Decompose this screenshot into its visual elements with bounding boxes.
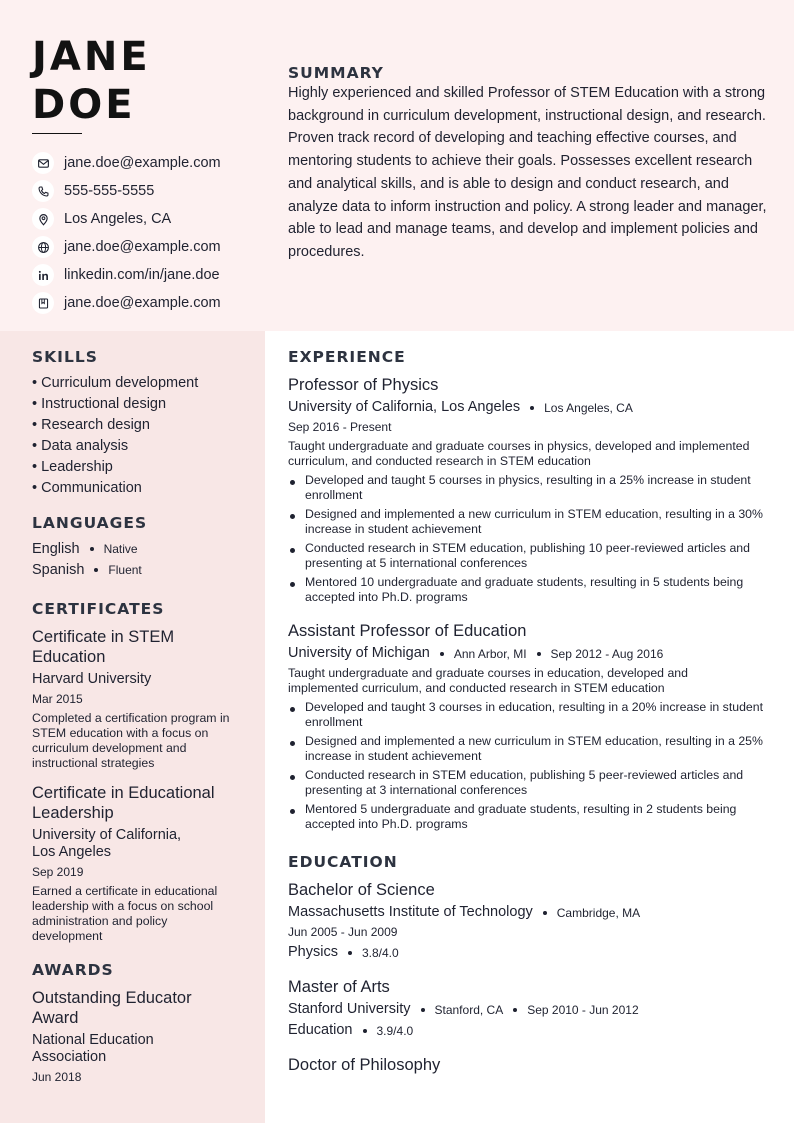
skill-item: • Research design <box>32 417 150 433</box>
job-employer: University of California, Los Angeles <box>288 399 521 415</box>
separator-dot <box>440 652 444 656</box>
award-date: Jun 2018 <box>32 1070 82 1084</box>
language-name: Spanish <box>32 562 85 578</box>
job-location: Ann Arbor, MI <box>453 646 527 661</box>
skill-item: • Instructional design <box>32 396 167 412</box>
achievement-item: Designed and implemented a new curriculum in STEM education, resulting in a 30% increase in student achievement <box>288 507 770 537</box>
education-meta <box>288 904 640 921</box>
award-title: Outstanding Educator Award <box>32 989 192 1027</box>
summary-text: Highly experienced and skilled Professor of STEM Education with a strong background in curriculum development, instructional design, and research. Proven track record of developing and teaching effective courses, and mentoring students to achieve their goals. Possesses excellent research and analytical skills, and is able to design and conduct research, and analyze data to inform instruction and policy. A strong leader and manager, able to lead and manage teams, and develop and implement policies and procedures. <box>288 85 767 260</box>
separator-dot <box>537 652 541 656</box>
school-location: Stanford, CA <box>434 1002 504 1017</box>
skill-item: • Communication <box>32 480 142 496</box>
job-location: Los Angeles, CA <box>544 400 633 415</box>
language-level: Native <box>103 542 138 556</box>
job-meta <box>288 399 633 416</box>
achievement-item: Conducted research in STEM education, publishing 10 peer-reviewed articles and presenting at 5 international conferences <box>288 541 770 571</box>
certificate-date: Sep 2019 <box>32 865 84 879</box>
separator-dot <box>363 1029 367 1033</box>
language-row <box>32 541 138 557</box>
job-employer: University of Michigan <box>288 645 430 661</box>
achievement-item: Mentored 10 undergraduate and graduate students, resulting in 5 students being accepted into Ph.D. programs <box>288 575 770 605</box>
certificate-title: Certificate in STEM Education <box>32 628 175 666</box>
summary-heading: SUMMARY <box>288 64 384 82</box>
degree-title: Doctor of Philosophy <box>288 1056 441 1074</box>
job-dates: Sep 2016 - Present <box>288 420 392 434</box>
job-dates: Sep 2012 - Aug 2016 <box>550 646 664 661</box>
skill-item: • Leadership <box>32 459 113 475</box>
certificate-org: Harvard University <box>32 671 152 687</box>
contact-other[interactable]: jane.doe@example.com <box>32 292 262 314</box>
bookmark-icon <box>32 292 54 314</box>
job-title: Professor of Physics <box>288 376 439 394</box>
separator-dot <box>513 1008 517 1012</box>
skill-item: • Curriculum development <box>32 375 199 391</box>
education-heading: EDUCATION <box>288 853 398 871</box>
achievement-item: Developed and taught 3 courses in education, resulting in a 20% increase in student enrollment <box>288 700 770 730</box>
school-name: Massachusetts Institute of Technology <box>288 904 533 920</box>
education-field-row <box>288 1022 413 1039</box>
name-divider <box>32 133 82 134</box>
contact-email[interactable]: jane.doe@example.com <box>32 152 262 174</box>
job-meta <box>288 645 663 662</box>
first-name: JANE <box>32 34 151 80</box>
globe-icon <box>32 236 54 258</box>
contact-location: Los Angeles, CA <box>32 208 262 230</box>
education-dates: Jun 2005 - Jun 2009 <box>288 925 398 939</box>
certificates-heading: CERTIFICATES <box>32 600 165 618</box>
award-org: National Education Association <box>32 1032 154 1065</box>
field-of-study: Education <box>288 1022 353 1038</box>
skills-heading: SKILLS <box>32 348 98 366</box>
language-name: English <box>32 541 80 557</box>
certificate-date: Mar 2015 <box>32 692 83 706</box>
achievement-item: Developed and taught 5 courses in physics, resulting in a 25% increase in student enrollment <box>288 473 770 503</box>
separator-dot <box>543 911 547 915</box>
language-level: Fluent <box>108 563 142 577</box>
job-description: Taught undergraduate and graduate courses in education, developed and implemented curriculum, and conducted research in STEM education <box>288 666 688 695</box>
separator-dot <box>421 1008 425 1012</box>
phone-icon <box>32 180 54 202</box>
degree-title: Master of Arts <box>288 978 390 996</box>
mail-icon <box>32 152 54 174</box>
education-field-row <box>288 944 399 961</box>
certificate-org: University of California, Los Angeles <box>32 827 182 860</box>
certificate-description: Earned a certificate in educational leadership with a focus on school administration and policy development <box>32 884 218 943</box>
language-row <box>32 562 142 578</box>
experience-heading: EXPERIENCE <box>288 348 406 366</box>
gpa: 3.9/4.0 <box>376 1023 414 1038</box>
gpa: 3.8/4.0 <box>361 945 399 960</box>
degree-title: Bachelor of Science <box>288 881 435 899</box>
contact-linkedin[interactable]: linkedin.com/in/jane.doe <box>32 264 262 286</box>
job-title: Assistant Professor of Education <box>288 622 527 640</box>
skill-item: • Data analysis <box>32 438 129 454</box>
contact-website[interactable]: jane.doe@example.com <box>32 236 262 258</box>
job-achievements <box>288 473 770 609</box>
linkedin-icon <box>32 264 54 286</box>
contact-phone[interactable]: 555-555-5555 <box>32 180 262 202</box>
job-description: Taught undergraduate and graduate courses in physics, developed and implemented curriculum, and conducted research in STEM education <box>288 439 750 468</box>
school-name: Stanford University <box>288 1001 411 1017</box>
separator-dot <box>94 568 98 572</box>
achievement-item: Conducted research in STEM education, publishing 5 peer-reviewed articles and presenting at 3 international conferences <box>288 768 770 798</box>
school-location: Cambridge, MA <box>556 905 641 920</box>
job-achievements <box>288 700 770 836</box>
field-of-study: Physics <box>288 944 338 960</box>
languages-heading: LANGUAGES <box>32 514 148 532</box>
location-pin-icon <box>32 208 54 230</box>
achievement-item: Mentored 5 undergraduate and graduate students, resulting in 2 students being accepted into Ph.D. programs <box>288 802 770 832</box>
awards-heading: AWARDS <box>32 961 114 979</box>
last-name: DOE <box>32 82 136 128</box>
achievement-item: Designed and implemented a new curriculum in STEM education, resulting in a 25% increase in student achievement <box>288 734 770 764</box>
separator-dot <box>90 547 94 551</box>
certificate-description: Completed a certification program in STEM education with a focus on curriculum development and instructional strategies <box>32 711 230 770</box>
education-dates: Sep 2010 - Jun 2012 <box>527 1002 639 1017</box>
certificate-title: Certificate in Educational Leadership <box>32 784 215 822</box>
separator-dot <box>348 951 352 955</box>
separator-dot <box>530 406 534 410</box>
education-meta <box>288 1001 639 1018</box>
